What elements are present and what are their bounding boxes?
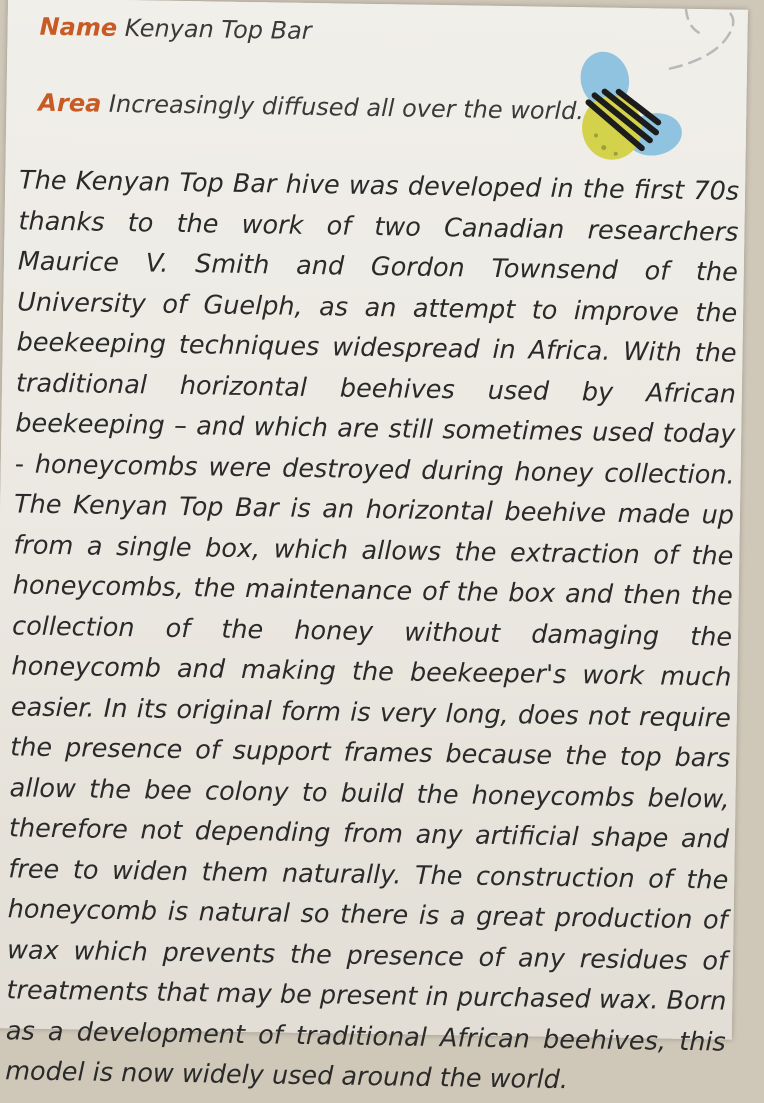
name-label: Name — [39, 12, 118, 42]
bee-icon — [573, 7, 755, 170]
area-label: Area — [38, 88, 102, 118]
name-value: Kenyan Top Bar — [124, 14, 312, 45]
description-paragraph: The Kenyan Top Bar hive was developed in the first 70s thanks to the work of two Canadian researchers Maurice V. Smith and Gordon Townsend of the University of Guelph, as an attempt to improve the beekeeping techniques widespread in Africa. With the traditional horizontal beehives used by African beekeeping – and which are still sometimes used today - honeycombs were destroyed during honey collection. The Kenyan Top Bar is an horizontal beehive made up from a single box, which allows the extraction of the honeycombs, the maintenance of the box and then the collection of the honey without damaging the honeycomb and making the beekeeper's work much easier. In its original form is very long, does not require the presence of support frames because the top bars allow the bee colony to build the honeycombs below, therefore not depending from any artificial shape and free to widen them naturally. The construction of the honeycomb is natural so there is a great production of wax which prevents the presence of any residues of treatments that may be present in purchased wax. Born as a development of traditional African beehives, this model is now widely used around the world. — [4, 165, 740, 1096]
area-field — [38, 89, 584, 126]
area-value: Increasingly diffused all over the world. — [108, 89, 585, 126]
name-field — [39, 13, 312, 45]
